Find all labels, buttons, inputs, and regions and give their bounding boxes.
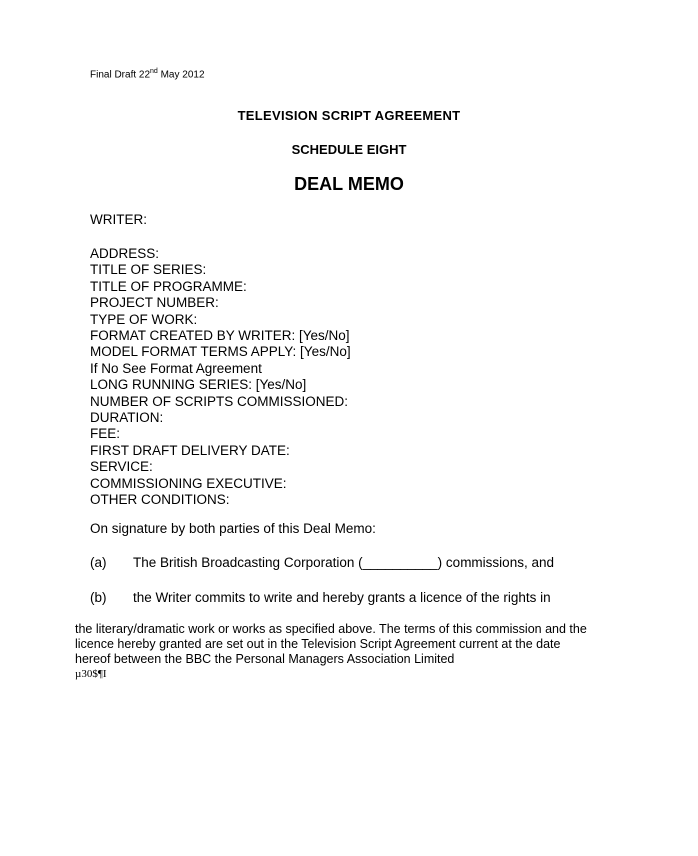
paragraph-line: hereof between the BBC the Personal Managers Association Limited <box>75 652 455 666</box>
field-label: FIRST DRAFT DELIVERY DATE: <box>90 442 290 458</box>
clause-text: the Writer commits to write and hereby grants a licence of the rights in <box>133 590 551 605</box>
writer-field: WRITER: <box>90 212 147 227</box>
field-label: FEE: <box>90 426 121 442</box>
draft-text: Final Draft 22 <box>90 69 151 81</box>
field-code: µ30$¶I <box>75 668 107 680</box>
field-label: LONG RUNNING SERIES: [Yes/No] <box>90 377 307 393</box>
field-list <box>90 246 351 509</box>
field-label: TITLE OF SERIES: <box>90 262 207 278</box>
field-label: NUMBER OF SCRIPTS COMMISSIONED: <box>90 393 349 409</box>
paragraph-line: the literary/dramatic work or works as specified above. The terms of this commission and the <box>75 622 587 636</box>
paragraph-line: licence hereby granted are set out in the Television Script Agreement current at the date <box>75 637 561 651</box>
continuation-paragraph <box>75 622 587 667</box>
field-label: If No See Format Agreement <box>90 360 262 376</box>
draft-note <box>90 68 205 80</box>
field-label: MODEL FORMAT TERMS APPLY: [Yes/No] <box>90 344 351 360</box>
schedule-heading: SCHEDULE EIGHT <box>291 142 407 157</box>
draft-date: May 2012 <box>157 69 205 81</box>
document-title: TELEVISION SCRIPT AGREEMENT <box>237 108 461 123</box>
draft-sup: nd <box>150 68 158 75</box>
field-label: ADDRESS: <box>90 246 160 261</box>
deal-memo-heading: DEAL MEMO <box>294 174 404 194</box>
field-label: OTHER CONDITIONS: <box>90 492 230 508</box>
field-label: TYPE OF WORK: <box>90 311 198 327</box>
field-label: SERVICE: <box>90 459 153 475</box>
clause-label: (b) <box>90 590 107 605</box>
field-label: DURATION: <box>90 410 164 426</box>
signature-line: On signature by both parties of this Deal Memo: <box>90 521 376 536</box>
field-label: PROJECT NUMBER: <box>90 295 219 311</box>
field-label: FORMAT CREATED BY WRITER: [Yes/No] <box>90 328 350 344</box>
field-label: COMMISSIONING EXECUTIVE: <box>90 475 287 491</box>
clause-text: The British Broadcasting Corporation (__________) commissions, and <box>133 555 554 570</box>
field-label: TITLE OF PROGRAMME: <box>90 278 247 294</box>
clause-label: (a) <box>90 555 107 570</box>
